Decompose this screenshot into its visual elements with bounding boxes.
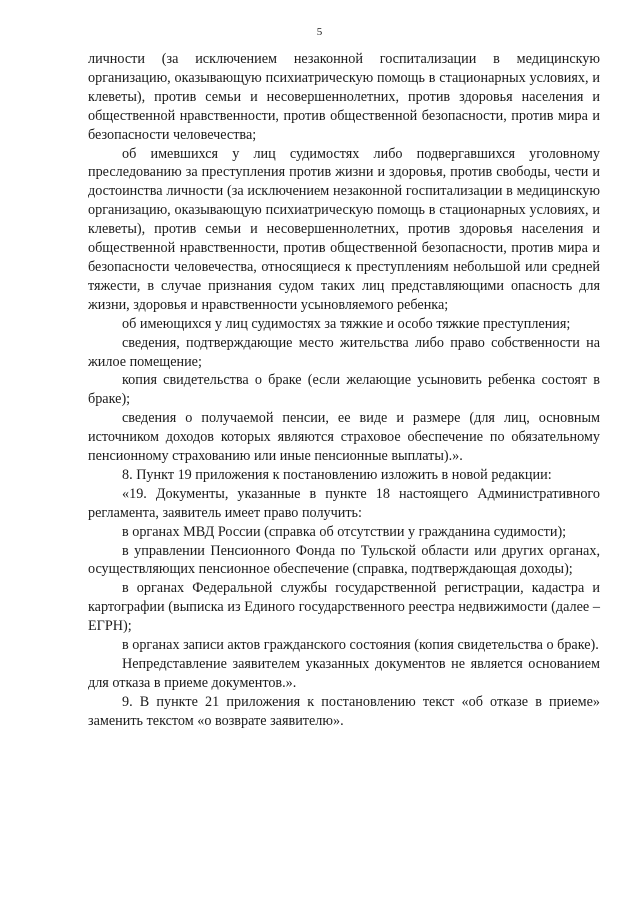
paragraph-pension-info: сведения о получаемой пенсии, ее виде и размере (для лиц, основным источником доходов которых являются страховое обеспечение по обязательному пенсионному страхованию или иные пенсионные выплаты).». <box>88 410 600 465</box>
paragraph-civil-registry: в органах записи актов гражданского состояния (копия свидетельства о браке). <box>122 637 599 654</box>
paragraph-marriage-certificate: копия свидетельства о браке (если желающие усыновить ребенка состоят в браке); <box>88 372 600 408</box>
paragraph-residence-info: сведения, подтверждающие место жительства либо право собственности на жилое помещение; <box>88 334 600 370</box>
paragraph-convictions-prosecution: об имевшихся у лиц судимостях либо подвергавшихся уголовному преследованию за преступления против жизни и здоровья, против свободы, чести и достоинства личности (за исключением незаконной госпитализации в медицинскую организацию, оказывающую психиатрическую помощь в стационарных условиях, и клеветы), против семьи и несовершеннолетних, против здоровья населения и общественной нравственности, против общественной безопасности, против мира и безопасности человечества, относящиеся к преступлениям небольшой или средней тяжести, в случае признания судом таких лиц представляющими опасность для жизни, здоровья и нравственности усыновляемого ребенка; <box>88 145 600 313</box>
paragraph-clause-8: 8. Пункт 19 приложения к постановлению изложить в новой редакции: <box>122 466 552 483</box>
paragraph-registration-service: в органах Федеральной службы государственной регистрации, кадастра и картографии (выписка из Единого государственного реестра недвижимости (далее – ЕГРН); <box>88 580 600 635</box>
paragraph-continuation: личности (за исключением незаконной госпитализации в медицинскую организацию, оказывающую психиатрическую помощь в стационарных условиях, и клеветы), против семьи и несовершеннолетних, против здоровья населения и общественной нравственности, против общественной безопасности, против мира и безопасности человечества; <box>88 51 600 143</box>
paragraph-pension-fund: в управлении Пенсионного Фонда по Тульской области или других органах, осуществляющих пенсионное обеспечение (справка, подтверждающая доходы); <box>88 542 600 578</box>
paragraph-mvd: в органах МВД России (справка об отсутствии у гражданина судимости); <box>122 523 567 540</box>
document-body <box>88 50 600 731</box>
paragraph-grave-convictions: об имеющихся у лиц судимостях за тяжкие и особо тяжкие преступления; <box>122 315 571 332</box>
page-number: 5 <box>316 26 323 38</box>
paragraph-clause-19: «19. Документы, указанные в пункте 18 настоящего Административного регламента, заявитель имеет право получить: <box>88 485 600 521</box>
paragraph-clause-9: 9. В пункте 21 приложения к постановлению текст «об отказе в приеме» заменить текстом «о возврате заявителю». <box>88 693 600 729</box>
paragraph-non-submission: Непредставление заявителем указанных документов не является основанием для отказа в приеме документов.». <box>88 656 600 691</box>
